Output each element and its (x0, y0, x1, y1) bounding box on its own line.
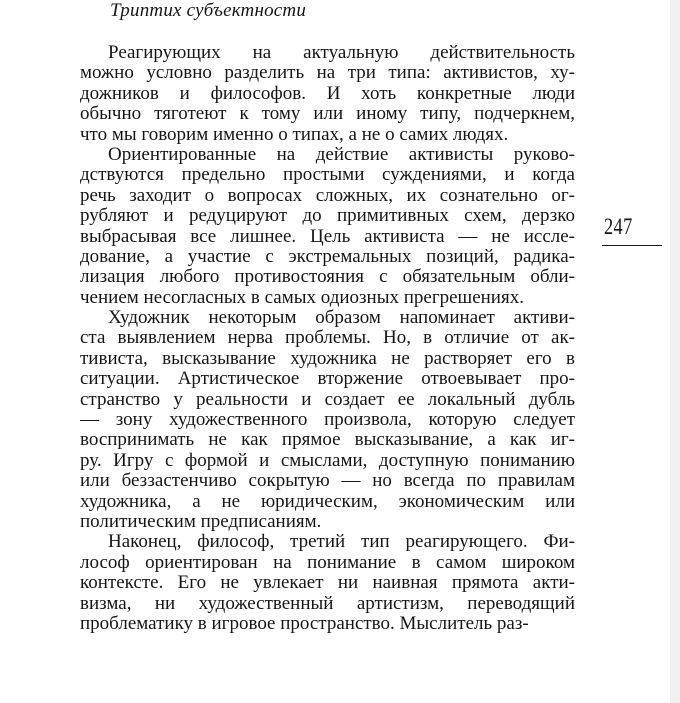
text-line: Ориентированные на действие активисты руково- (108, 144, 575, 165)
chapter-header: Триптих субъектности (110, 0, 307, 21)
paragraph (80, 532, 575, 634)
text-line: проблематику в игровое пространство. Мыслитель раз- (80, 613, 529, 634)
text-line: Реагирующих на актуальную действительность (108, 43, 575, 63)
body-text (80, 43, 575, 634)
text-line: Наконец, философ, третий тип реагирующего. Фи- (108, 532, 575, 553)
text-line: или беззастенчиво сокрытую — но всегда по правилам (80, 471, 575, 492)
text-line: речь заходит о вопросах сложных, их сознательно ог- (80, 185, 575, 206)
text-line: воспринимать не как прямое высказывание, а как иг- (80, 430, 575, 451)
text-line: дожников и философов. И хоть конкретные люди (80, 83, 575, 104)
text-line: ситуации. Артистическое вторжение отвоевывает про- (80, 369, 575, 390)
right-gutter (670, 0, 680, 703)
text-line: странство у реальности и создает ее локальный дубль (80, 389, 575, 410)
text-line: визма, ни художественный артистизм, переводящий (80, 593, 575, 614)
text-line: контексте. Его не увлекает ни наивная прямота акти- (80, 573, 575, 594)
text-line: обычно тяготеют к тому или иному типу, подчеркнем, (80, 104, 575, 125)
text-line: художника, а не юридическим, экономическим или (80, 491, 575, 512)
paragraph (80, 43, 575, 145)
text-line: лизация любого противостояния с обязательным обли- (80, 267, 575, 288)
text-line: дствуются предельно простыми суждениями, и когда (80, 165, 575, 186)
text-line: лософ ориентирован на понимание в самом широком (80, 552, 575, 573)
text-line: — зону художественного произвола, которую следует (80, 410, 575, 431)
text-line: тивиста, высказывание художника не растворяет его в (80, 348, 575, 369)
page-number: 247 (604, 214, 633, 240)
text-line: политическим предписаниям. (80, 511, 322, 532)
text-line: ру. Игру с формой и смыслами, доступную пониманию (80, 450, 575, 471)
text-line: Художник некоторым образом напоминает активи- (108, 308, 575, 329)
text-line: выбрасывая все лишнее. Цель активиста — не иссле- (80, 226, 575, 247)
text-line: дование, а участие с экстремальных позиций, радика- (80, 246, 575, 267)
paragraph (80, 145, 575, 308)
page-number-block (602, 211, 664, 243)
paragraph (80, 308, 575, 532)
text-line: ста выявлением нерва проблемы. Но, в отличие от ак- (80, 328, 575, 349)
text-line: рубляют и редуцируют до примитивных схем, дерзко (80, 206, 575, 227)
text-line: что мы говорим именно о типах, а не о самих людях. (80, 124, 509, 145)
text-line: чением несогласных в самых одиозных прегрешениях. (80, 287, 524, 308)
page-number-rule (602, 245, 662, 246)
text-line: можно условно разделить на три типа: активистов, ху- (80, 63, 575, 84)
